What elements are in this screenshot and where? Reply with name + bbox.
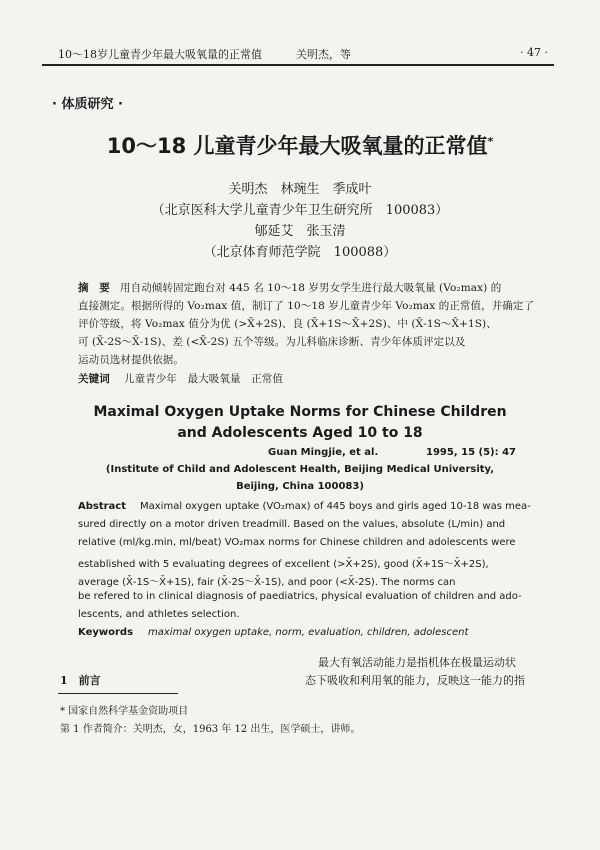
- intro-text-line-1: 最大有氧活动能力是指机体在极量运动状: [318, 656, 516, 669]
- authors-line-2: 郇延艾 张玉清: [254, 224, 346, 239]
- running-header-title: 10～18岁儿童青少年最大吸氧量的正常值: [58, 48, 262, 61]
- paper-title-text: 10～18 儿童青少年最大吸氧量的正常值: [106, 134, 488, 158]
- english-abstract-line: established with 5 evaluating degrees of excellent (>X̄+2S), good (X̄+1S～X̄+2S),: [78, 559, 489, 570]
- english-author: Guan Mingjie, et al.: [268, 447, 379, 458]
- footnote-rule: [58, 693, 178, 694]
- english-institute-line-1: (Institute of Child and Adolescent Health, Beijing Medical University,: [105, 464, 495, 475]
- affiliation-2: （北京体育师范学院 100088）: [203, 245, 397, 260]
- english-citation: 1995, 15 (5): 47: [426, 447, 517, 458]
- affiliation-1: （北京医科大学儿童青少年卫生研究所 100083）: [151, 203, 449, 218]
- english-title-line-2: and Adolescents Aged 10 to 18: [177, 425, 423, 441]
- english-title-line-1: Maximal Oxygen Uptake Norms for Chinese Children: [93, 404, 507, 420]
- footnote-funding: * 国家自然科学基金资助项目: [60, 706, 189, 717]
- abstract-cn-line: 可 (X̄-2S～X̄-1S)、差 (<X̄-2S) 五个等级。为儿科临床诊断、青少年体质评定以及: [78, 336, 466, 348]
- authors-line-1: 关明杰 林琬生 季成叶: [228, 182, 372, 197]
- abstract-cn-label: 摘 要: [78, 282, 110, 294]
- keywords-cn-label: 关键词: [78, 373, 110, 385]
- english-abstract-line: Maximal oxygen uptake (VO₂max) of 445 boys and girls aged 10-18 was mea-: [140, 501, 531, 512]
- english-abstract-line: average (X̄-1S～X̄+1S), fair (X̄-2S～X̄-1S), and poor (<X̄-2S). The norms can: [78, 577, 456, 588]
- running-header-authors: 关明杰，等: [296, 48, 351, 61]
- english-abstract-line: relative (ml/kg.min, ml/beat) VO₂max norms for Chinese children and adolescents were: [78, 537, 516, 548]
- section-heading-intro: 1 前言: [60, 674, 101, 687]
- keywords-cn-text: 儿童青少年 最大吸氧量 正常值: [124, 373, 283, 385]
- section-label: · 体质研究 ·: [52, 97, 123, 112]
- abstract-cn-line: 评价等级，将 Vo₂max 值分为优 (>X̄+2S)、良 (X̄+1S～X̄+2S)、中 (X̄-1S～X̄+1S)、: [78, 318, 497, 330]
- english-keywords-label: Keywords: [78, 627, 134, 638]
- english-abstract-label: Abstract: [78, 501, 127, 512]
- header-rule: [42, 64, 554, 66]
- abstract-cn-line: 直接测定。根据所得的 Vo₂max 值，制订了 10～18 岁儿童青少年 Vo₂max 的正常值，并确定了: [78, 300, 535, 312]
- english-abstract-line: lescents, and athletes selection.: [78, 609, 240, 620]
- footnote-first-author: 第 1 作者简介：关明杰，女，1963 年 12 出生，医学硕士，讲师。: [60, 724, 361, 735]
- title-footnote-mark: *: [487, 135, 494, 148]
- english-keywords-text: maximal oxygen uptake, norm, evaluation, children, adolescent: [148, 627, 469, 638]
- abstract-cn-line: 用自动倾转固定跑台对 445 名 10～18 岁男女学生进行最大吸氧量 (Vo₂max) 的: [120, 282, 502, 294]
- intro-text-line-2: 态下吸收和利用氧的能力，反映这一能力的指: [305, 674, 525, 687]
- english-institute-line-2: Beijing, China 100083): [236, 481, 364, 492]
- paper-title: [0, 130, 600, 160]
- abstract-cn-line: 运动员选材提供依据。: [78, 354, 184, 366]
- english-abstract-line: be refered to in clinical diagnosis of paediatrics, physical evaluation of children and ado-: [78, 591, 522, 602]
- english-abstract-line: sured directly on a motor driven treadmill. Based on the values, absolute (L/min) and: [78, 519, 506, 530]
- page-number: · 47 ·: [520, 46, 548, 59]
